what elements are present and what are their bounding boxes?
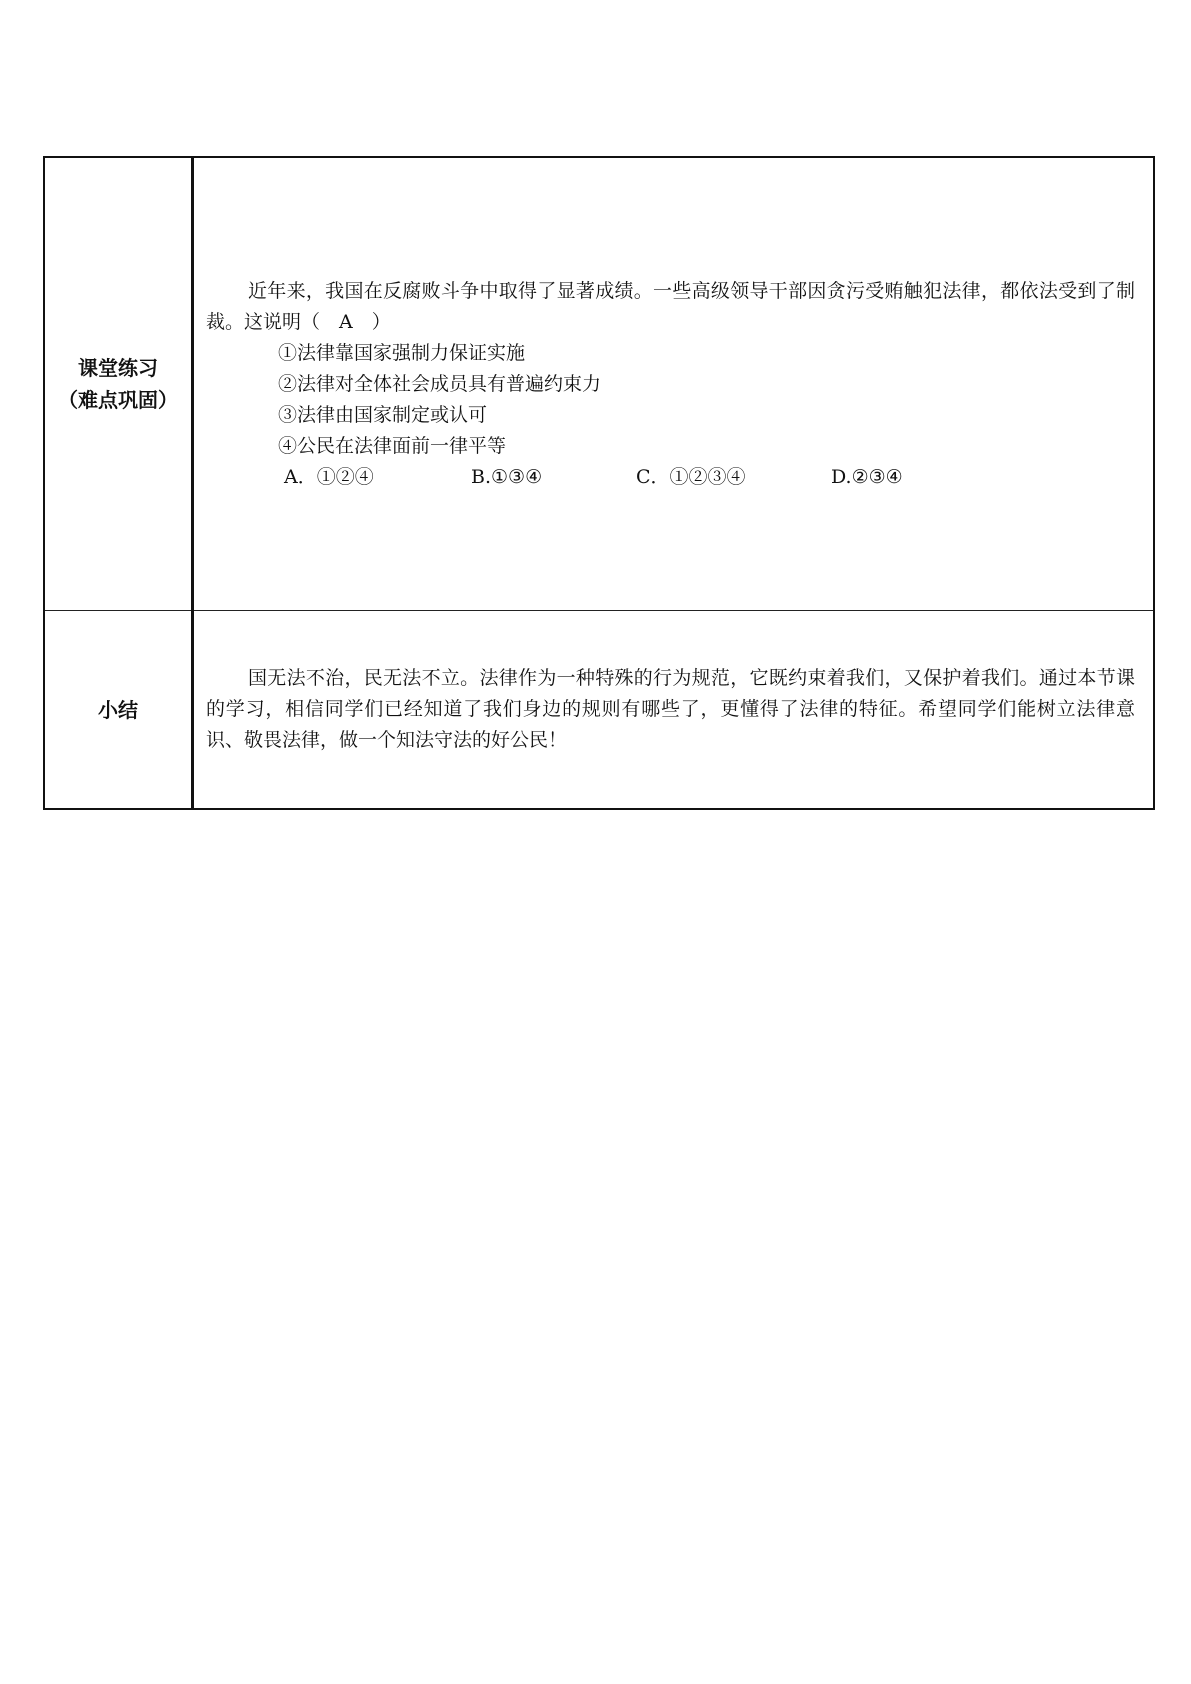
summary-label: 小结 (98, 697, 138, 722)
answer-choice-a: A．①②④ (284, 465, 374, 488)
practice-option-4: ④公民在法律面前一律平等 (278, 434, 507, 457)
practice-option-3: ③法律由国家制定或认可 (278, 403, 488, 426)
practice-question: 近年来，我国在反腐败斗争中取得了显著成绩。一些高级领导干部因贪污受贿触犯法律，都依法受到了制裁。这说明（ A ） (206, 279, 1135, 333)
practice-content-cell (193, 157, 1155, 611)
answer-choice-b: B.①③④ (471, 465, 543, 488)
summary-content-cell (193, 611, 1155, 810)
summary-label-cell (44, 611, 193, 810)
answer-choice-d: D.②③④ (831, 465, 903, 488)
practice-label: 课堂练习 (78, 356, 158, 380)
lesson-plan-table (43, 156, 1155, 810)
practice-option-2: ②法律对全体社会成员具有普遍约束力 (278, 372, 602, 395)
practice-answer-choices (206, 462, 1135, 493)
practice-sublabel: （难点巩固） (58, 388, 178, 412)
practice-option-1: ①法律靠国家强制力保证实施 (278, 341, 526, 364)
practice-options (206, 338, 1135, 462)
practice-label-cell (44, 157, 193, 611)
summary-row (44, 611, 1154, 810)
answer-choice-c: C．①②③④ (636, 465, 746, 488)
practice-row (44, 157, 1154, 611)
summary-text: 国无法不治，民无法不立。法律作为一种特殊的行为规范，它既约束着我们，又保护着我们。通过本节课的学习，相信同学们已经知道了我们身边的规则有哪些了，更懂得了法律的特征。希望同学们能树立法律意识、敬畏法律，做一个知法守法的好公民！ (206, 667, 1135, 751)
